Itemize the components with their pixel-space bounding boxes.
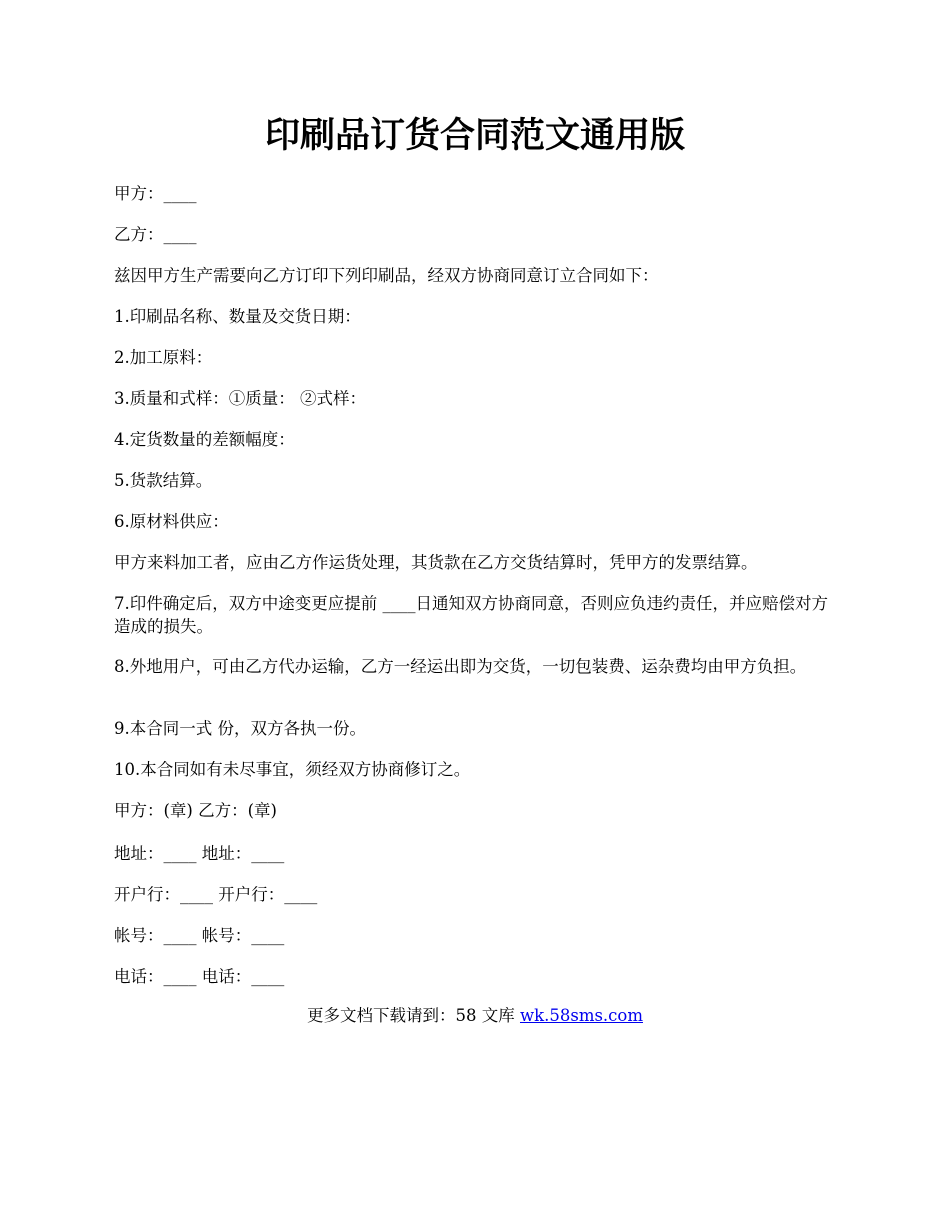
clause-10: 10.本合同如有未尽事宜，须经双方协商修订之。	[114, 760, 471, 779]
signature-line: 甲方：(章) 乙方：(章)	[114, 801, 277, 820]
party-a-line: 甲方：____	[114, 184, 197, 203]
clause-6: 6.原材料供应：	[114, 512, 229, 531]
footer-prefix: 更多文档下载请到：58 文库	[306, 1006, 520, 1025]
clause-7: 7.印件确定后，双方中途变更应提前 ____日通知双方协商同意，否则应负违约责任，并应赔偿对方造成的损失。	[114, 594, 828, 636]
clause-1: 1.印刷品名称、数量及交货日期：	[114, 307, 361, 326]
party-b-line: 乙方：____	[114, 225, 197, 244]
clause-6-detail: 甲方来料加工者，应由乙方作运货处理，其货款在乙方交货结算时，凭甲方的发票结算。	[114, 553, 758, 572]
clause-3: 3.质量和式样：①质量： ②式样：	[114, 389, 366, 408]
clause-8: 8.外地用户，可由乙方代办运输，乙方一经运出即为交货，一切包装费、运杂费均由甲方负担。	[114, 657, 807, 676]
clause-2: 2.加工原料：	[114, 348, 213, 367]
account-line: 帐号：____ 帐号：____	[114, 926, 285, 945]
bank-line: 开户行：____ 开户行：____	[114, 885, 318, 904]
address-line: 地址：____ 地址：____	[114, 844, 285, 863]
clause-9: 9.本合同一式 份，双方各执一份。	[114, 719, 366, 738]
footer	[114, 1004, 836, 1028]
phone-line: 电话：____ 电话：____	[114, 967, 285, 986]
clause-4: 4.定货数量的差额幅度：	[114, 430, 295, 449]
intro-paragraph: 兹因甲方生产需要向乙方订印下列印刷品，经双方协商同意订立合同如下：	[114, 266, 659, 285]
clause-5: 5.货款结算。	[114, 471, 213, 490]
document-title: 印刷品订货合同范文通用版	[264, 115, 685, 156]
footer-link[interactable]: wk.58sms.com	[519, 1006, 643, 1025]
